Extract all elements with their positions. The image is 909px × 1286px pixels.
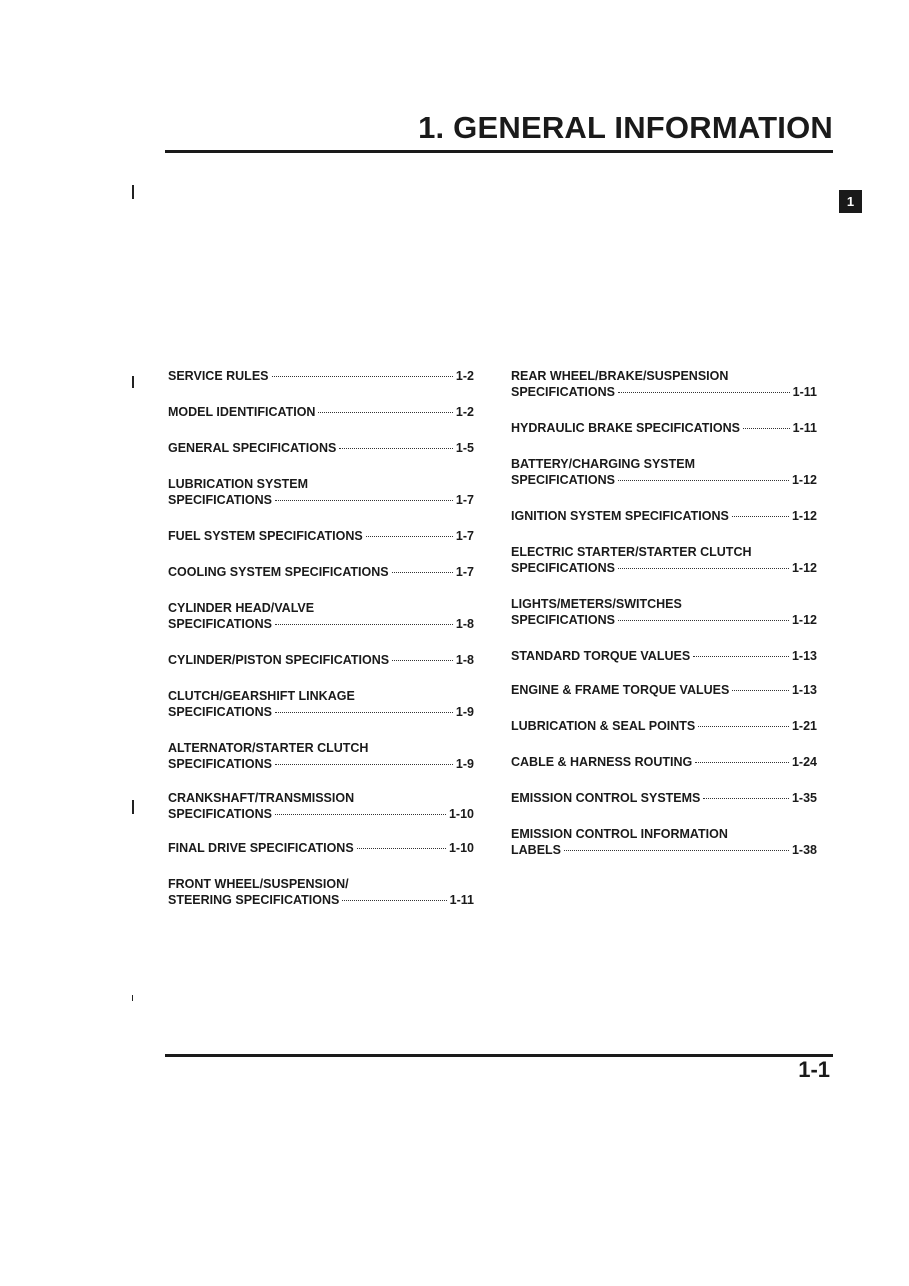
toc-entry bbox=[168, 790, 474, 822]
toc-entry bbox=[511, 420, 817, 436]
dot-leader bbox=[339, 448, 453, 449]
dot-leader bbox=[618, 392, 790, 393]
toc-page-ref: 1-10 bbox=[448, 841, 474, 855]
dot-leader bbox=[564, 850, 789, 851]
toc-entry-title: SPECIFICATIONS bbox=[168, 493, 272, 507]
toc-entry bbox=[511, 544, 817, 576]
dot-leader bbox=[743, 428, 790, 429]
toc-entry-line bbox=[168, 492, 474, 508]
dot-leader bbox=[275, 712, 453, 713]
toc-entry-line bbox=[511, 384, 817, 400]
toc-entry bbox=[511, 826, 817, 858]
toc-entry-title: FUEL SYSTEM SPECIFICATIONS bbox=[168, 529, 363, 543]
toc-page-ref: 1-12 bbox=[791, 561, 817, 575]
toc-entry-title-line: ALTERNATOR/STARTER CLUTCH bbox=[168, 741, 369, 755]
toc-entry-line bbox=[168, 704, 474, 720]
toc-entry bbox=[168, 876, 474, 908]
toc-entry-line bbox=[511, 648, 817, 664]
dot-leader bbox=[732, 690, 789, 691]
toc-entry-line bbox=[511, 718, 817, 734]
toc-entry-line bbox=[511, 472, 817, 488]
page-number: 1-1 bbox=[798, 1057, 830, 1082]
toc-entry bbox=[168, 740, 474, 772]
toc-entry-line bbox=[511, 842, 817, 858]
dot-leader bbox=[732, 516, 789, 517]
toc-entry-title: CYLINDER/PISTON SPECIFICATIONS bbox=[168, 653, 390, 667]
toc-entry-line bbox=[168, 806, 474, 822]
toc-entry-title: EMISSION CONTROL SYSTEMS bbox=[511, 791, 701, 805]
toc-entry-line bbox=[168, 404, 474, 420]
toc-entry-title: STEERING SPECIFICATIONS bbox=[168, 893, 340, 907]
dot-leader bbox=[693, 656, 789, 657]
toc-entry bbox=[511, 596, 817, 628]
toc-entry bbox=[511, 648, 817, 664]
dot-leader bbox=[392, 572, 453, 573]
toc-entry-line bbox=[511, 790, 817, 806]
toc-entry-title: IGNITION SYSTEM SPECIFICATIONS bbox=[511, 509, 729, 523]
toc-page-ref: 1-11 bbox=[792, 421, 817, 435]
toc-page-ref: 1-24 bbox=[791, 755, 817, 769]
toc-entry-line bbox=[168, 840, 474, 856]
dot-leader bbox=[366, 536, 453, 537]
toc-entry bbox=[168, 688, 474, 720]
toc-page-ref: 1-5 bbox=[455, 441, 474, 455]
binding-mark bbox=[132, 185, 134, 199]
toc-page-ref: 1-11 bbox=[792, 385, 817, 399]
toc-entry bbox=[511, 754, 817, 770]
toc-entry bbox=[168, 652, 474, 668]
toc-entry bbox=[168, 404, 474, 420]
toc-page-ref: 1-13 bbox=[791, 649, 817, 663]
toc-page-ref: 1-12 bbox=[791, 473, 817, 487]
dot-leader bbox=[618, 480, 789, 481]
binding-mark bbox=[132, 995, 133, 1001]
toc-entry-title: FINAL DRIVE SPECIFICATIONS bbox=[168, 841, 354, 855]
toc-entry-line bbox=[511, 612, 817, 628]
toc-entry-line bbox=[168, 564, 474, 580]
toc-page-ref: 1-9 bbox=[455, 757, 474, 771]
dot-leader bbox=[275, 814, 446, 815]
toc-page-ref: 1-8 bbox=[455, 617, 474, 631]
dot-leader bbox=[318, 412, 452, 413]
toc-entry-title: SPECIFICATIONS bbox=[168, 757, 272, 771]
dot-leader bbox=[357, 848, 446, 849]
section-tab: 1 bbox=[839, 190, 862, 213]
dot-leader bbox=[275, 500, 453, 501]
toc-entry bbox=[168, 368, 474, 384]
toc-page-ref: 1-12 bbox=[791, 613, 817, 627]
toc-entry bbox=[168, 564, 474, 580]
toc-entry-title: SPECIFICATIONS bbox=[168, 617, 272, 631]
toc-entry-title: SPECIFICATIONS bbox=[511, 385, 615, 399]
toc-entry-title-line: CYLINDER HEAD/VALVE bbox=[168, 601, 315, 615]
dot-leader bbox=[272, 376, 453, 377]
toc-entry-line bbox=[511, 420, 817, 436]
toc-entry-title: STANDARD TORQUE VALUES bbox=[511, 649, 691, 663]
dot-leader bbox=[275, 624, 453, 625]
toc-entry-title-line: REAR WHEEL/BRAKE/SUSPENSION bbox=[511, 369, 729, 383]
toc-entry-title-line: LUBRICATION SYSTEM bbox=[168, 477, 309, 491]
toc-entry bbox=[168, 476, 474, 508]
toc-entry-line bbox=[168, 892, 474, 908]
binding-mark bbox=[132, 800, 134, 814]
toc-entry-title: HYDRAULIC BRAKE SPECIFICATIONS bbox=[511, 421, 740, 435]
toc-page-ref: 1-7 bbox=[455, 529, 474, 543]
toc-entry bbox=[511, 368, 817, 400]
toc-page-ref: 1-2 bbox=[455, 405, 474, 419]
toc-entry-title-line: BATTERY/CHARGING SYSTEM bbox=[511, 457, 696, 471]
toc-entry bbox=[168, 440, 474, 456]
toc-entry-title: COOLING SYSTEM SPECIFICATIONS bbox=[168, 565, 389, 579]
toc-entry bbox=[511, 790, 817, 806]
toc-entry-line bbox=[511, 754, 817, 770]
dot-leader bbox=[695, 762, 789, 763]
binding-mark bbox=[132, 376, 134, 388]
toc-entry-title: SPECIFICATIONS bbox=[168, 705, 272, 719]
toc-entry-title-line: LIGHTS/METERS/SWITCHES bbox=[511, 597, 682, 611]
toc-entry bbox=[168, 600, 474, 632]
dot-leader bbox=[392, 660, 453, 661]
toc-page-ref: 1-21 bbox=[791, 719, 817, 733]
toc-page-ref: 1-11 bbox=[449, 893, 474, 907]
toc-entry-line bbox=[511, 682, 817, 698]
toc-entry-title-line: ELECTRIC STARTER/STARTER CLUTCH bbox=[511, 545, 752, 559]
toc-entry-title: SPECIFICATIONS bbox=[511, 473, 615, 487]
toc-page-ref: 1-13 bbox=[791, 683, 817, 697]
toc-page-ref: 1-10 bbox=[448, 807, 474, 821]
title-rule bbox=[165, 150, 833, 153]
toc-entry bbox=[511, 682, 817, 698]
toc-entry bbox=[511, 718, 817, 734]
toc-entry-line bbox=[168, 756, 474, 772]
toc-entry-line bbox=[168, 528, 474, 544]
toc-entry-title: SPECIFICATIONS bbox=[511, 613, 615, 627]
dot-leader bbox=[703, 798, 789, 799]
dot-leader bbox=[618, 620, 789, 621]
toc-entry-line bbox=[511, 508, 817, 524]
toc-entry-title: LUBRICATION & SEAL POINTS bbox=[511, 719, 696, 733]
toc-entry-line bbox=[511, 560, 817, 576]
toc-page-ref: 1-38 bbox=[791, 843, 817, 857]
toc-page-ref: 1-7 bbox=[455, 493, 474, 507]
toc-entry-title-line: CRANKSHAFT/TRANSMISSION bbox=[168, 791, 355, 805]
toc-page-ref: 1-12 bbox=[791, 509, 817, 523]
toc-entry-title-line: EMISSION CONTROL INFORMATION bbox=[511, 827, 728, 841]
toc-entry-title: SPECIFICATIONS bbox=[168, 807, 272, 821]
toc-entry-title: MODEL IDENTIFICATION bbox=[168, 405, 316, 419]
toc-entry-title: CABLE & HARNESS ROUTING bbox=[511, 755, 693, 769]
toc-entry-title: GENERAL SPECIFICATIONS bbox=[168, 441, 337, 455]
toc-entry-title: ENGINE & FRAME TORQUE VALUES bbox=[511, 683, 730, 697]
toc-page-ref: 1-35 bbox=[791, 791, 817, 805]
toc-entry-title-line: FRONT WHEEL/SUSPENSION/ bbox=[168, 877, 349, 891]
toc-entry-line bbox=[168, 652, 474, 668]
toc-page-ref: 1-7 bbox=[455, 565, 474, 579]
toc-page-ref: 1-2 bbox=[455, 369, 474, 383]
toc-entry bbox=[168, 528, 474, 544]
toc-entry bbox=[511, 508, 817, 524]
toc-entry bbox=[511, 456, 817, 488]
toc-entry-line bbox=[168, 440, 474, 456]
toc-page-ref: 1-8 bbox=[455, 653, 474, 667]
toc-entry-title-line: CLUTCH/GEARSHIFT LINKAGE bbox=[168, 689, 355, 703]
dot-leader bbox=[698, 726, 789, 727]
page-title: 1. GENERAL INFORMATION bbox=[418, 110, 833, 145]
toc-entry-line bbox=[168, 616, 474, 632]
toc-entry-line bbox=[168, 368, 474, 384]
toc-entry-title: LABELS bbox=[511, 843, 561, 857]
toc-page-ref: 1-9 bbox=[455, 705, 474, 719]
dot-leader bbox=[275, 764, 453, 765]
toc-entry bbox=[168, 840, 474, 856]
toc-entry-title: SERVICE RULES bbox=[168, 369, 269, 383]
dot-leader bbox=[618, 568, 789, 569]
toc-entry-title: SPECIFICATIONS bbox=[511, 561, 615, 575]
dot-leader bbox=[342, 900, 446, 901]
